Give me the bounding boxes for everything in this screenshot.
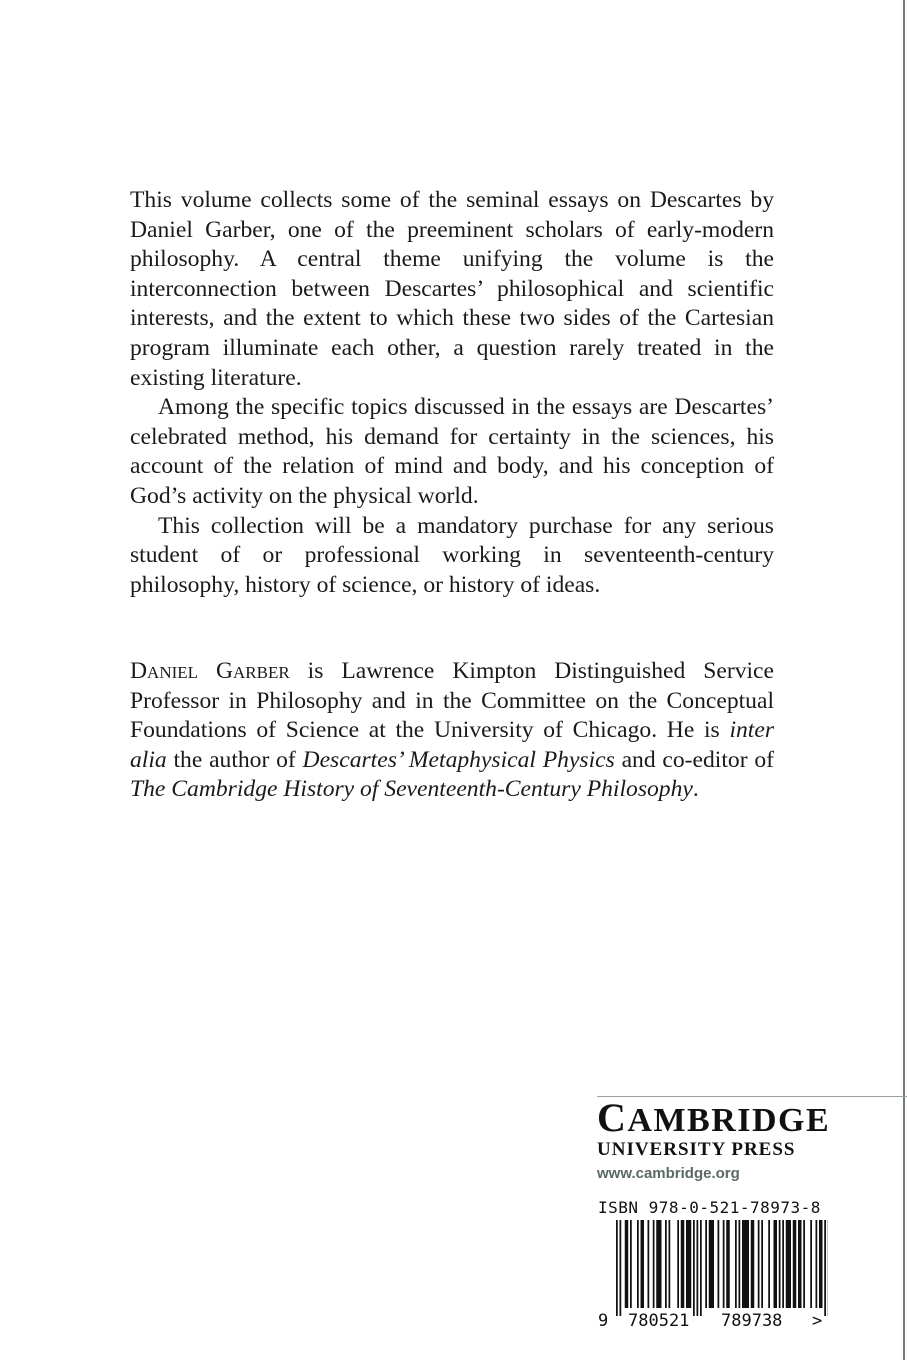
isbn-barcode — [598, 1220, 828, 1330]
barcode-bar — [648, 1220, 650, 1308]
barcode-bar — [669, 1220, 671, 1308]
barcode-bar — [798, 1220, 802, 1308]
barcode-bar — [625, 1220, 629, 1308]
publisher-name-initial: C — [597, 1095, 628, 1140]
barcode-digits-group2: 789738 — [721, 1311, 783, 1330]
publisher-name — [597, 1095, 837, 1140]
author-bio — [130, 657, 774, 805]
bio-book-title-1: Descartes’ Metaphysical Physics — [302, 746, 615, 773]
barcode-quiet-marker: > — [812, 1311, 823, 1330]
barcode-bar — [637, 1220, 639, 1308]
barcode-bar — [653, 1220, 655, 1308]
barcode-bar — [709, 1220, 714, 1308]
publisher-name-rest: AMBRIDGE — [627, 1102, 831, 1139]
barcode-bar — [641, 1220, 645, 1308]
publisher-subtitle: UNIVERSITY PRESS — [597, 1139, 796, 1160]
barcode-digit-first: 9 — [598, 1311, 609, 1330]
bio-text-2: the author of — [166, 746, 303, 773]
blurb-paragraph-2: Among the specific topics discussed in the essays are Descartes’ celebrated method, his demand for certainty in the sciences, his account of the relation of mind and body, and his conception of God’s activity on the physical world. — [130, 394, 774, 509]
barcode-bar — [726, 1220, 730, 1308]
barcode-bar — [739, 1220, 741, 1308]
barcode-bar — [742, 1220, 749, 1308]
author-name: Daniel Garber — [130, 658, 290, 684]
barcode-bar — [616, 1220, 618, 1316]
barcode-bar — [677, 1220, 679, 1308]
barcode-bar — [751, 1220, 755, 1308]
blurb-paragraph-1: This volume collects some of the seminal essays on Descartes by Daniel Garber, one of the preeminent scholars of early-modern philosophy. A central theme unifying the volume is the interconnection between Descartes’ philosophical and scientific interests, and the extent to which these two sides of the Cartesian program illuminate each other, a question rarely treated in the existing literature. — [130, 187, 774, 391]
barcode-bar — [705, 1220, 707, 1308]
barcode-bar — [779, 1220, 781, 1308]
barcode-bar — [665, 1220, 667, 1308]
barcode-bar — [693, 1220, 695, 1316]
barcode-bar — [630, 1220, 632, 1308]
barcode-bar — [697, 1220, 699, 1316]
barcode-bar — [782, 1220, 784, 1308]
barcode-bar — [774, 1220, 778, 1308]
barcode-bar — [768, 1220, 770, 1308]
bio-text-4: . — [692, 776, 699, 803]
barcode-bar — [786, 1220, 791, 1308]
barcode-bar — [656, 1220, 661, 1308]
barcode-bar — [761, 1220, 763, 1308]
barcode-bar — [816, 1220, 818, 1308]
barcode-bar — [735, 1220, 737, 1308]
spine-edge-line — [903, 0, 905, 1360]
author-bio-paragraph — [130, 657, 774, 805]
barcode-bar — [758, 1220, 760, 1308]
barcode-bar — [681, 1220, 685, 1308]
barcode-bar — [718, 1220, 720, 1308]
publisher-divider — [597, 1096, 907, 1097]
description-blurb — [130, 186, 774, 600]
barcode-bar — [686, 1220, 691, 1308]
barcode-bars — [616, 1220, 828, 1316]
blurb-paragraph-3: This collection will be a mandatory purchase for any serious student of or professional working in seventeenth-century philosophy, history of science, or history of ideas. — [130, 512, 774, 598]
barcode-bar — [700, 1220, 702, 1316]
publisher-url[interactable]: www.cambridge.org — [597, 1165, 740, 1182]
bio-text-3: and co-editor of — [614, 746, 774, 773]
isbn-label: ISBN 978-0-521-78973-8 — [598, 1198, 821, 1217]
bio-italic-inter-alia: inter alia — [130, 717, 774, 773]
barcode-bar — [824, 1220, 826, 1316]
barcode-bar — [819, 1220, 823, 1308]
barcode-bar — [723, 1220, 725, 1308]
bio-text-1: is Lawrence Kimpton Distinguished Service Professor in Philosophy and in the Committee on the Conceptual Foundations of Science at the University of Chicago. He is — [130, 658, 774, 744]
barcode-bar — [620, 1220, 622, 1316]
barcode-digits-group1: 780521 — [628, 1311, 690, 1330]
barcode-bar — [793, 1220, 797, 1308]
barcode-bar — [803, 1220, 805, 1308]
barcode-bar — [810, 1220, 812, 1308]
publisher-logo — [597, 1095, 837, 1182]
bio-book-title-2: The Cambridge History of Seventeenth-Century Philosophy — [130, 776, 693, 803]
